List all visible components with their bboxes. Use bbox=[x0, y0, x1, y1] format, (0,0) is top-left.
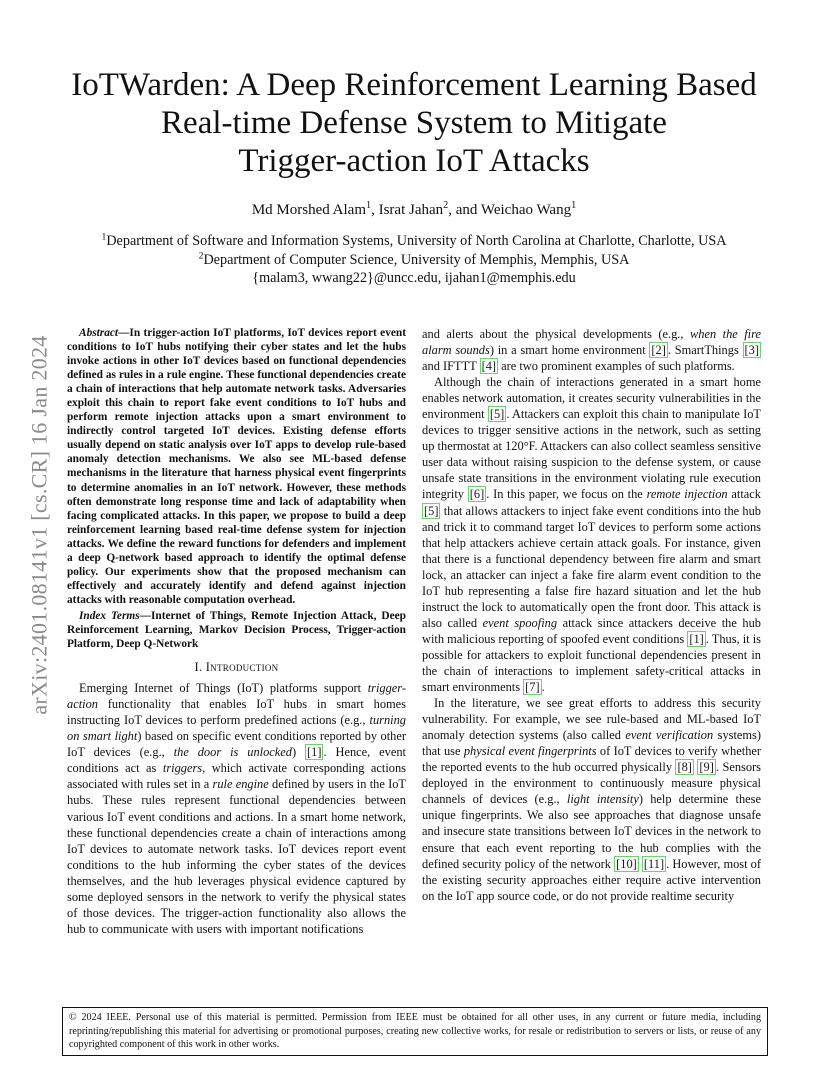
affiliations bbox=[40, 232, 788, 288]
section-heading bbox=[67, 659, 406, 675]
citation-link[interactable]: [3] bbox=[744, 343, 759, 358]
abstract bbox=[67, 326, 406, 607]
intro-paragraph-1: Emerging Internet of Things (IoT) platforms support trigger-action functionality that enables IoT hubs in smart homes instructing IoT devices to perform predefined actions (e.g., turning on smart light) based on specific event conditions reported by other IoT devices (e.g., the door is unlocked) [1] . Hence, event conditions act as triggers, which activate corresponding actions associated with rules set in a rule engine defined by users in the IoT hubs. These rules represent functional dependencies between various IoT event conditions and actions. In a smart home network, these functional dependencies create a chain of interactions among IoT devices to automate network tasks. IoT devices report event conditions to the hub informing the cyber states of the devices themselves, and the hub leverages physical evidence captured by some deployed sensors in the network to verify the physical states of those devices. The trigger-action functionality also allows the hub to communicate with users with important notifications bbox=[67, 681, 406, 936]
citation-link[interactable]: [1] bbox=[689, 631, 704, 646]
citation-link[interactable]: [5] bbox=[489, 407, 505, 422]
arxiv-stamp-text: arXiv:2401.08141v1 [cs.CR] 16 Jan 2024 bbox=[27, 334, 53, 715]
citation-link[interactable]: [5] bbox=[424, 503, 439, 518]
affiliation-text: Department of Computer Science, University of Memphis, Memphis, USA bbox=[203, 251, 630, 268]
citation-link[interactable]: [10] bbox=[616, 856, 637, 871]
citation-link[interactable]: [2] bbox=[651, 343, 666, 358]
citation-link[interactable]: [4] bbox=[481, 359, 497, 374]
left-column bbox=[67, 326, 406, 937]
arxiv-stamp bbox=[20, 292, 60, 757]
abstract-text: —In trigger-action IoT platforms, IoT devices report event conditions to IoT hubs notifying their cyber states and let the hubs invoke actions in other IoT devices based on functional dependencies defined as rules in a rule engine. These functional dependencies create a chain of interactions that help automate network tasks. Adversaries exploit this chain to report fake event conditions to IoT hubs and perform remote injection attacks upon a smart environment to indirectly control targeted IoT devices. Existing defense efforts usually depend on static analysis over IoT apps to develop rule-based anomaly detection mechanisms. We also see ML-based defense mechanisms in the literature that harness physical event fingerprints to determine anomalies in an IoT network. However, these methods often demonstrate long response time and lack of adaptability when facing complicated attacks. In this paper, we propose to build a deep reinforcement learning based real-time defense system for injection attacks. We define the reward functions for defenders and implement a deep Q-network based approach to identify the optimal defense policy. Our experiments show that the proposed mechanism can effectively and accurately identify and defend against injection attacks with reasonable computation overhead. bbox=[67, 327, 406, 606]
citation-link[interactable]: [11] bbox=[643, 856, 665, 871]
affil-mark: 2 bbox=[198, 249, 204, 261]
title-line: Real-time Defense System to Mitigate bbox=[161, 105, 667, 141]
copyright-notice: © 2024 IEEE. Personal use of this material is permitted. Permission from IEEE must be obtained for all other uses, in any current or future media, including reprinting/republishing this material for advertising or promotional purposes, creating new collective works, for resale or redistribution to servers or lists, or reuse of any copyrighted component of this work in other works. bbox=[62, 1007, 768, 1056]
citation-link[interactable]: [9] bbox=[699, 760, 714, 775]
author-affil-mark: 1 bbox=[571, 200, 577, 211]
section-number: I. bbox=[194, 660, 206, 675]
index-terms bbox=[67, 609, 406, 651]
citation-link[interactable]: [1] bbox=[307, 745, 322, 760]
index-terms-text: —Internet of Things, Remote Injection Attack, Deep Reinforcement Learning, Markov Decision Process, Trigger-action Platform, Deep Q-Network bbox=[67, 609, 406, 651]
citation-link[interactable]: [7] bbox=[525, 680, 540, 695]
email-line: {malam3, wwang22}@uncc.edu, ijahan1@memphis.edu bbox=[252, 270, 576, 286]
index-terms-label: Index Terms bbox=[79, 609, 140, 622]
citation-link[interactable]: [8] bbox=[677, 760, 692, 775]
abstract-label: Abstract bbox=[79, 327, 119, 339]
title-line: IoTWarden: A Deep Reinforcement Learning Based bbox=[71, 67, 757, 103]
intro-paragraph-1-cont: and alerts about the physical developments (e.g., when the fire alarm sounds) in a smart home environment [2] . SmartThings [3] and IFTTT [4] are two prominent examples of such platforms. bbox=[422, 327, 761, 374]
section-title: Introduction bbox=[205, 660, 279, 675]
title-line: Trigger-action IoT Attacks bbox=[238, 143, 590, 179]
author-list: Md Morshed Alam$^1$, Israt Jahan$^2$, and Weichao Wang$^1$ bbox=[251, 200, 577, 218]
affiliation-text: Department of Software and Information Systems, University of North Carolina at Charlotte, Charlotte, USA bbox=[106, 233, 727, 249]
paper-title bbox=[60, 66, 768, 180]
author-name: Md Morshed Alam bbox=[251, 202, 366, 218]
right-column bbox=[422, 326, 761, 904]
author-affil-mark: 1 bbox=[366, 200, 372, 211]
intro-paragraph-3: In the literature, we see great efforts to address this security vulnerability. For example, we see rule-based and ML-based IoT anomaly detection systems (also called event verification systems) that use physical event fingerprints of IoT devices to verify whether the reported events to the hub occurred physically [8] [9] . Sensors deployed in the environment to continuously measure physical channels of devices (e.g., light intensity) help determine these unique fingerprints. We also see approaches that diagnose unsafe and insecure state transitions between IoT devices in the network to ensure that each event reporting to the hub complies with the defined security policy of the network [10] [11] . However, most of the existing security approaches either require active intervention on the IoT app source code, or do not provide realtime security bbox=[422, 696, 762, 903]
affiliation-line bbox=[40, 251, 788, 270]
author-name: Israt Jahan bbox=[378, 202, 444, 218]
intro-paragraph-2: Although the chain of interactions generated in a smart home enables network automation, it creates security vulnerabilities in the environment [5] . Attackers can exploit this chain to manipulate IoT devices to trigger sensitive actions in the network, such as setting up thermostat at 120°F. Attackers can also collect seamless sensitive user data without raising suspicion to the defense system, or cause unsafe state transitions in the environment violating rule execution integrity [6] . In this paper, we focus on the remote injection attack [5] that allows attackers to inject fake event conditions into the hub and trick it to command target IoT devices to perform some actions that help attackers achieve certain attack goals. For instance, given that there is a functional dependency between fire alarm and smart lock, an attacker can inject a fake fire alarm event condition to the IoT hub representing a false fire hazard situation and let the hub instruct the lock to automatically open the front door. This attack is also called event spoofing attack since attackers deceive the hub with malicious reporting of spoofed event conditions [1] . Thus, it is possible for attackers to exploit functional dependencies present in the chain of interactions to implement safety-critical attacks in smart environments [7] . bbox=[422, 375, 762, 695]
author-affil-mark: 2 bbox=[443, 200, 449, 211]
affil-mark: 1 bbox=[101, 231, 107, 243]
citation-link[interactable]: [6] bbox=[469, 487, 485, 502]
affiliation-line bbox=[40, 232, 788, 251]
author-name: and Weichao Wang bbox=[455, 202, 572, 218]
